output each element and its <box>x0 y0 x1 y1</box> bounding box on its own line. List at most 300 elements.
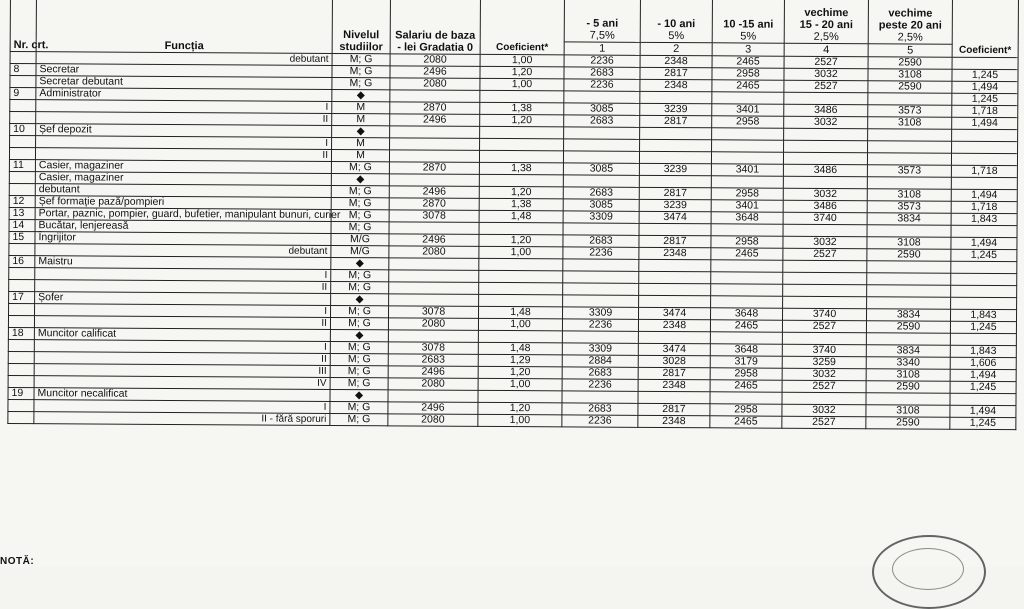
header-g4 <box>784 0 868 44</box>
row-nr <box>10 112 36 124</box>
row-coefficient: 1,38 <box>479 162 563 175</box>
row-gradation-1: 2236 <box>564 79 640 91</box>
row-salary <box>389 222 479 235</box>
row-gradation-5 <box>866 333 950 346</box>
row-gradation-2 <box>639 259 711 271</box>
row-nr <box>9 148 35 160</box>
row-gradation-5: 2590 <box>866 321 950 334</box>
row-nr: 13 <box>9 207 35 219</box>
row-gradation-4 <box>783 152 867 165</box>
row-gradation-1: 2683 <box>562 403 638 415</box>
row-gradation-1 <box>563 271 639 283</box>
row-gradation-1 <box>563 283 639 295</box>
row-nr <box>9 183 35 195</box>
row-gradation-3: 2465 <box>712 80 784 92</box>
row-gradation-4 <box>782 392 866 405</box>
row-gradation-3: 2958 <box>710 404 782 416</box>
row-gradation-3: 2958 <box>712 116 784 128</box>
official-stamp-inner-ring <box>892 548 964 590</box>
header-g5-top: vechime <box>888 7 933 20</box>
row-salary: 2496 <box>390 66 480 79</box>
row-function-name: debutant <box>38 183 80 196</box>
row-gradation-3: 3648 <box>710 344 782 356</box>
row-gradation-2: 2348 <box>639 247 711 259</box>
row-gradation-4 <box>784 128 868 141</box>
row-gradation-3 <box>711 224 783 236</box>
row-studies: M; G <box>330 413 388 425</box>
row-nr: 19 <box>8 387 34 399</box>
row-coefficient-2 <box>952 129 1018 141</box>
row-nr <box>8 351 34 363</box>
header-nivel: Nivelul studiilor <box>332 0 390 54</box>
row-coefficient-2 <box>951 297 1017 309</box>
row-gradation-5: 3573 <box>867 165 951 178</box>
row-nr <box>9 303 35 315</box>
header-g4-pct: 2,5% <box>813 30 839 44</box>
row-gradation-1: 2683 <box>562 367 638 379</box>
row-salary: 2870 <box>389 162 479 175</box>
row-coefficient: 1,00 <box>478 318 562 331</box>
row-nr <box>8 339 34 351</box>
row-coefficient-2 <box>951 273 1017 285</box>
row-gradation-4: 3486 <box>784 104 868 117</box>
row-gradation-4 <box>784 140 868 153</box>
row-coefficient-2: 1,718 <box>952 105 1018 117</box>
row-coefficient-2: 1,718 <box>951 201 1017 213</box>
row-coefficient-2 <box>951 225 1017 237</box>
row-gradation-3: 2465 <box>712 56 784 68</box>
row-gradation-1: 3085 <box>563 163 639 175</box>
row-function-grade: II <box>321 281 328 293</box>
row-coefficient-2 <box>951 177 1017 189</box>
row-gradation-2 <box>639 175 711 187</box>
row-studies: M; G <box>331 185 389 197</box>
row-gradation-2: 2817 <box>639 235 711 247</box>
row-salary: 2080 <box>388 318 478 331</box>
row-gradation-1 <box>564 127 640 139</box>
row-coefficient <box>479 294 563 307</box>
row-function-name: Casier, magaziner <box>38 171 124 184</box>
row-function-grade: II <box>322 149 329 161</box>
row-coefficient <box>479 174 563 187</box>
row-gradation-5 <box>867 297 951 310</box>
row-gradation-4 <box>783 176 867 189</box>
row-coefficient-2: 1,494 <box>951 189 1017 201</box>
row-coefficient-2: 1,843 <box>950 309 1016 321</box>
row-gradation-2: 2817 <box>640 115 712 127</box>
row-gradation-3: 3648 <box>711 212 783 224</box>
row-function-name: Secretar debutant <box>39 75 123 88</box>
row-studies: M; G <box>330 317 388 329</box>
row-gradation-1: 2683 <box>564 67 640 79</box>
row-nr: 18 <box>8 327 34 339</box>
row-studies: M; G <box>331 281 389 293</box>
row-coefficient-2: 1,245 <box>950 417 1016 429</box>
row-gradation-4: 2527 <box>782 416 866 429</box>
row-nr <box>9 267 35 279</box>
row-gradation-5 <box>868 141 952 154</box>
row-coefficient-2: 1,843 <box>950 345 1016 357</box>
row-nr <box>8 375 34 387</box>
row-gradation-4 <box>782 332 866 345</box>
row-studies: M; G <box>332 65 390 77</box>
row-coefficient <box>478 330 562 343</box>
row-function-grade: debutant <box>289 53 329 65</box>
row-gradation-5: 2590 <box>866 417 950 430</box>
row-coefficient: 1,00 <box>478 378 562 391</box>
row-studies: ◆ <box>331 257 389 269</box>
row-coefficient <box>478 390 562 403</box>
row-gradation-5: 2590 <box>866 381 950 394</box>
row-gradation-2: 2348 <box>638 415 710 427</box>
row-coefficient: 1,29 <box>478 354 562 367</box>
row-coefficient <box>479 222 563 235</box>
row-function-grade: II <box>322 113 329 125</box>
row-studies: M <box>332 113 390 125</box>
row-salary: 2683 <box>388 354 478 367</box>
row-gradation-5: 3573 <box>867 201 951 214</box>
header-g1 <box>564 0 640 42</box>
row-salary <box>389 294 479 307</box>
header-coeficient: Coeficient* <box>480 0 564 55</box>
row-salary: 2496 <box>389 234 479 247</box>
header-g4-label: 15 - 20 ani <box>799 18 853 32</box>
row-gradation-5 <box>867 261 951 274</box>
row-gradation-2 <box>639 283 711 295</box>
header-g1-label: - 5 ani <box>586 17 619 30</box>
row-gradation-3 <box>710 392 782 404</box>
row-nr: 17 <box>9 291 35 303</box>
row-gradation-5 <box>867 225 951 238</box>
row-coefficient <box>480 138 564 151</box>
row-gradation-2 <box>639 271 711 283</box>
row-gradation-3: 2465 <box>710 416 782 428</box>
row-gradation-1 <box>562 391 638 403</box>
row-gradation-3: 2465 <box>710 320 782 332</box>
row-nr: 16 <box>9 255 35 267</box>
row-studies: M; G <box>330 353 388 365</box>
row-gradation-3: 2958 <box>711 236 783 248</box>
row-gradation-1 <box>563 259 639 271</box>
row-nr <box>9 279 35 291</box>
row-function-grade: I <box>324 341 327 353</box>
row-gradation-5 <box>867 285 951 298</box>
row-studies: M; G <box>331 197 389 209</box>
row-gradation-4: 3740 <box>783 212 867 225</box>
row-gradation-4: 2527 <box>782 320 866 333</box>
row-coefficient: 1,00 <box>479 246 563 259</box>
row-gradation-1 <box>563 175 639 187</box>
row-gradation-3 <box>711 284 783 296</box>
row-gradation-5: 2590 <box>868 57 952 70</box>
row-gradation-1: 3309 <box>563 211 639 223</box>
row-coefficient <box>480 90 564 103</box>
row-studies: M; G <box>330 377 388 389</box>
row-coefficient: 1,00 <box>480 54 564 67</box>
row-nr <box>10 136 36 148</box>
row-nr <box>8 399 34 411</box>
row-coefficient: 1,38 <box>480 102 564 115</box>
header-g1-num: 1 <box>564 42 640 55</box>
row-coefficient-2: 1,606 <box>950 357 1016 369</box>
header-row <box>10 0 1018 45</box>
row-function-grade: II - fără sporuri <box>261 413 327 425</box>
row-coefficient-2 <box>952 57 1018 69</box>
row-coefficient-2 <box>950 393 1016 405</box>
row-gradation-5: 3108 <box>867 189 951 202</box>
row-function-name: Șofer <box>38 291 64 304</box>
row-gradation-4 <box>784 92 868 105</box>
row-coefficient <box>479 258 563 271</box>
row-gradation-4: 2527 <box>784 80 868 93</box>
row-studies: M; G <box>330 401 388 413</box>
row-gradation-1 <box>563 151 639 163</box>
row-gradation-5: 3834 <box>866 309 950 322</box>
row-salary: 2496 <box>389 186 479 199</box>
row-gradation-5: 3573 <box>868 105 952 118</box>
row-coefficient-2: 1,245 <box>952 69 1018 81</box>
row-gradation-3 <box>711 260 783 272</box>
row-coefficient-2: 1,494 <box>952 117 1018 129</box>
row-gradation-1: 3085 <box>563 199 639 211</box>
header-g5 <box>868 0 952 44</box>
row-gradation-4: 2527 <box>782 380 866 393</box>
row-coefficient: 1,00 <box>480 78 564 91</box>
row-gradation-4: 3032 <box>784 116 868 129</box>
header-g3-pct: 5% <box>740 30 757 43</box>
header-g4-num: 4 <box>784 43 868 57</box>
row-coefficient-2 <box>951 261 1017 273</box>
row-nr: 11 <box>9 159 35 171</box>
row-nr: 9 <box>10 88 36 100</box>
row-gradation-3 <box>712 140 784 152</box>
row-gradation-2: 2817 <box>639 187 711 199</box>
row-gradation-3 <box>711 176 783 188</box>
row-salary <box>388 390 478 403</box>
row-gradation-1 <box>563 295 639 307</box>
header-g5-label: peste 20 ani <box>878 19 942 32</box>
row-coefficient <box>480 126 564 139</box>
header-g5-num: 5 <box>868 44 952 58</box>
row-coefficient <box>479 282 563 295</box>
row-gradation-1: 3085 <box>564 103 640 115</box>
row-salary <box>389 282 479 295</box>
row-function-name: Îngrijitor <box>38 231 76 244</box>
row-gradation-3 <box>712 128 784 140</box>
row-function-name: Bucătar, lenjereasă <box>38 219 129 232</box>
row-studies: M <box>332 137 390 149</box>
row-coefficient <box>479 150 563 163</box>
row-coefficient-2: 1,843 <box>951 213 1017 225</box>
row-salary <box>389 258 479 271</box>
row-gradation-3 <box>711 296 783 308</box>
row-gradation-2: 3474 <box>638 307 710 319</box>
row-coefficient-2: 1,245 <box>951 249 1017 261</box>
row-coefficient-2: 1,245 <box>952 93 1018 105</box>
row-function-name: Maistru <box>38 255 73 268</box>
row-gradation-1: 2236 <box>562 319 638 331</box>
row-coefficient: 1,20 <box>479 234 563 247</box>
table-body <box>8 52 1018 430</box>
row-gradation-4: 3032 <box>783 236 867 249</box>
row-gradation-2: 3239 <box>639 163 711 175</box>
row-salary: 2496 <box>388 402 478 415</box>
row-nr <box>8 411 34 423</box>
row-gradation-4 <box>783 284 867 297</box>
header-g4-top: vechime <box>804 6 849 20</box>
row-function-name: Șef depozit <box>39 123 92 136</box>
row-coefficient: 1,48 <box>479 306 563 319</box>
row-function-grade: I <box>324 305 328 317</box>
row-gradation-1 <box>563 223 639 235</box>
row-gradation-1: 3309 <box>563 307 639 319</box>
row-gradation-4: 3259 <box>782 356 866 369</box>
row-gradation-1 <box>564 91 640 103</box>
row-coefficient-2 <box>951 153 1017 165</box>
row-coefficient <box>479 270 563 283</box>
row-coefficient-2: 1,245 <box>950 381 1016 393</box>
header-g2-label: - 10 ani <box>657 17 696 31</box>
row-function-name: Șef formație pază/pompieri <box>38 195 165 208</box>
row-gradation-2 <box>640 127 712 139</box>
row-gradation-4: 3740 <box>782 344 866 357</box>
row-coefficient: 1,20 <box>479 186 563 199</box>
row-salary: 2080 <box>390 54 480 67</box>
row-gradation-5: 2590 <box>867 249 951 262</box>
row-gradation-4: 3032 <box>784 68 868 81</box>
row-coefficient-2: 1,494 <box>950 369 1016 381</box>
row-salary: 2080 <box>388 378 478 391</box>
header-g3 <box>712 0 784 43</box>
row-salary: 2080 <box>388 414 478 427</box>
row-nr <box>10 100 36 112</box>
row-studies: ◆ <box>332 125 390 137</box>
header-g2-pct: 5% <box>668 30 685 43</box>
row-gradation-3: 2465 <box>710 380 782 392</box>
row-studies: M; G <box>331 305 389 317</box>
row-studies: M/G <box>331 233 389 245</box>
row-gradation-5: 3108 <box>868 69 952 82</box>
row-gradation-3 <box>710 332 782 344</box>
row-nr: 10 <box>10 124 36 136</box>
row-salary <box>390 126 480 139</box>
row-studies: M; G <box>330 365 388 377</box>
row-gradation-3: 3401 <box>711 164 783 176</box>
header-g3-label: 10 -15 ani <box>723 18 774 31</box>
row-gradation-4: 3486 <box>783 200 867 213</box>
row-gradation-1 <box>564 139 640 151</box>
row-gradation-4: 3032 <box>782 404 866 417</box>
row-gradation-1: 2884 <box>562 355 638 367</box>
row-nr <box>8 363 34 375</box>
row-function-grade: IV <box>317 377 327 389</box>
row-studies: M; G <box>331 269 389 281</box>
row-gradation-5 <box>867 177 951 190</box>
row-nr <box>9 171 35 183</box>
row-function-name: Portar, paznic, pompier, guard, bufetier, manipulant bunuri, curier <box>38 207 341 222</box>
header-g5-pct: 2,5% <box>897 31 923 44</box>
row-gradation-3 <box>711 272 783 284</box>
row-function-name: Casier, magaziner <box>38 159 124 172</box>
row-coefficient: 1,48 <box>478 342 562 355</box>
row-salary <box>389 270 479 283</box>
row-studies: M <box>332 101 390 113</box>
row-nr: 14 <box>9 219 35 231</box>
row-gradation-2: 2817 <box>638 403 710 415</box>
row-gradation-2 <box>638 331 710 343</box>
row-gradation-3: 3648 <box>710 308 782 320</box>
row-nr <box>8 315 34 327</box>
row-gradation-3: 3401 <box>711 200 783 212</box>
row-gradation-2 <box>640 91 712 103</box>
row-gradation-1: 2683 <box>564 115 640 127</box>
row-function-grade: I <box>325 101 329 113</box>
row-gradation-3: 2465 <box>711 248 783 260</box>
row-function-grade: I <box>325 137 329 149</box>
row-salary: 2496 <box>390 114 480 127</box>
row-function-name: Administrator <box>39 87 102 100</box>
row-gradation-4: 3032 <box>782 368 866 381</box>
row-function-grade: III <box>318 365 327 377</box>
row-salary <box>390 138 480 151</box>
row-salary <box>389 174 479 187</box>
row-gradation-3: 2958 <box>710 368 782 380</box>
row-gradation-2 <box>639 151 711 163</box>
row-studies: M <box>331 149 389 161</box>
row-coefficient: 1,20 <box>480 66 564 79</box>
header-g3-num: 3 <box>712 43 784 56</box>
row-gradation-1: 2236 <box>564 55 640 67</box>
row-salary: 2870 <box>389 198 479 211</box>
row-gradation-3 <box>712 92 784 104</box>
salary-grid-table <box>7 0 1019 430</box>
row-gradation-1: 2236 <box>562 379 638 391</box>
row-salary <box>388 330 478 343</box>
row-gradation-5: 3108 <box>866 369 950 382</box>
row-coefficient-2: 1,494 <box>952 81 1018 93</box>
row-function <box>34 412 330 426</box>
row-nr <box>10 52 36 64</box>
row-gradation-2: 2348 <box>640 55 712 67</box>
row-function-grade: II <box>321 317 328 329</box>
row-coefficient-2: 1,494 <box>950 405 1016 417</box>
row-gradation-2 <box>640 139 712 151</box>
row-nr: 15 <box>9 231 35 243</box>
row-gradation-5 <box>866 393 950 406</box>
header-g1-pct: 7,5% <box>589 29 615 42</box>
row-gradation-1: 2236 <box>562 415 638 427</box>
row-gradation-5: 3108 <box>868 117 952 130</box>
row-gradation-4 <box>783 260 867 273</box>
row-function-name: Muncitor necalificat <box>37 387 128 400</box>
row-studies: M/G <box>331 245 389 257</box>
row-function-grade: I <box>324 269 328 281</box>
row-gradation-2: 3239 <box>640 103 712 115</box>
row-gradation-1 <box>562 331 638 343</box>
row-gradation-3: 3179 <box>710 356 782 368</box>
row-gradation-2: 3474 <box>638 343 710 355</box>
row-salary: 2870 <box>390 102 480 115</box>
row-function-name: Muncitor calificat <box>37 327 117 340</box>
row-gradation-2: 3239 <box>639 199 711 211</box>
row-gradation-2: 3474 <box>639 211 711 223</box>
row-salary: 2080 <box>390 78 480 91</box>
row-salary: 3078 <box>389 210 479 223</box>
row-coefficient: 1,00 <box>478 414 562 427</box>
header-g2-num: 2 <box>640 42 712 55</box>
row-studies: M; G <box>331 209 389 221</box>
row-gradation-3: 3401 <box>712 104 784 116</box>
